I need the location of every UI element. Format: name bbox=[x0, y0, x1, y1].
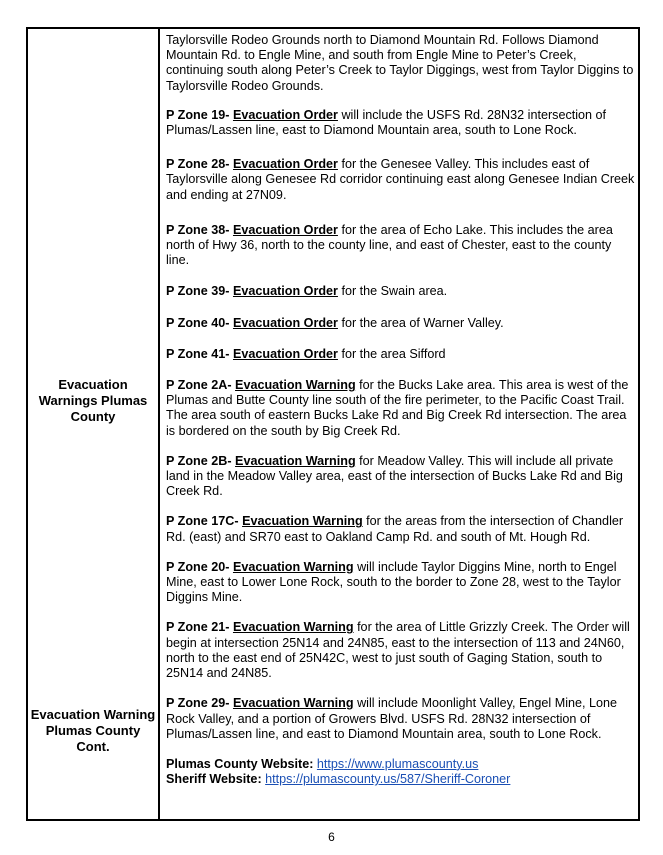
zone-description-column bbox=[166, 31, 636, 787]
section-label-column bbox=[28, 29, 160, 819]
county-website-link[interactable]: https://www.plumascounty.us bbox=[316, 756, 479, 771]
order-type: Evacuation Order bbox=[232, 222, 338, 237]
zone-entry bbox=[166, 347, 636, 362]
zone-entry bbox=[166, 560, 636, 606]
zone-entry bbox=[166, 108, 636, 138]
zone-label: P Zone 40- bbox=[166, 315, 230, 330]
intro-paragraph: Taylorsville Rodeo Grounds north to Diamond Mountain Rd. Follows Diamond Mountain Rd. to Engle Mine, and south from Engle Mine to Peter’s Creek, continuing south along Peter’s Creek to Taylor Diggings, west from Taylor Diggins to Taylorsville Rodeo Grounds. bbox=[166, 33, 634, 93]
sheriff-website-line bbox=[166, 772, 636, 787]
zone-text: for the Genesee Valley. This includes east of Taylorsville along Genesee Rd corridor continuing east along Genesee Indian Creek and ending at 27N09. bbox=[166, 157, 635, 202]
warning-type: Evacuation Warning bbox=[242, 514, 363, 529]
zone-text: will include Moonlight Valley, Engel Mine, Lone Rock Valley, and a portion of Growers Blvd. USFS Rd. 28N32 intersection of Plumas/Lassen line, and east to Diamond Mountain area, south to Lone Rock. bbox=[166, 696, 618, 741]
zone-label: P Zone 19- bbox=[166, 107, 230, 122]
section-label-warnings: Evacuation Warnings Plumas County bbox=[38, 377, 148, 424]
section-label-warning-cont: Evacuation Warning Plumas County Cont. bbox=[30, 707, 156, 754]
warning-type: Evacuation Warning bbox=[235, 378, 356, 393]
zone-label: P Zone 29- bbox=[166, 696, 230, 711]
zone-text: for the area of Echo Lake. This includes the area north of Hwy 36, north to the county line, and east of Chester, east to the county line. bbox=[166, 222, 613, 268]
evacuation-table bbox=[26, 27, 640, 821]
warning-type: Evacuation Warning bbox=[232, 696, 354, 711]
zone-text: for the area of Little Grizzly Creek. The Order will begin at intersection 25N14 and 24N85, east to the intersection of 113 and 24N60, north to the east end of 25N42C, west to just south of Gaging Station, south to 25N14 and 24N85. bbox=[166, 620, 630, 681]
sheriff-website-label: Sheriff Website: bbox=[166, 772, 262, 787]
zone-entry bbox=[166, 157, 636, 203]
zone-label: P Zone 2A- bbox=[166, 378, 232, 393]
zone-label: P Zone 39- bbox=[166, 284, 230, 299]
zone-entry bbox=[166, 696, 636, 742]
sheriff-website-link[interactable]: https://plumascounty.us/587/Sheriff-Coroner bbox=[265, 772, 511, 787]
zone-entry bbox=[166, 284, 636, 299]
order-type: Evacuation Order bbox=[232, 284, 338, 299]
zone-entry bbox=[166, 620, 636, 681]
zone-entry bbox=[166, 514, 636, 544]
zone-text: will include Taylor Diggins Mine, north to Engel Mine, east to Lower Lone Rock, south to the border to Zone 28, west to the Taylor Diggins Mine. bbox=[166, 559, 621, 605]
zone-entry bbox=[166, 378, 636, 439]
warning-type: Evacuation Warning bbox=[235, 453, 356, 468]
county-website-line bbox=[166, 757, 636, 772]
order-type: Evacuation Order bbox=[232, 157, 338, 172]
zone-label: P Zone 17C- bbox=[166, 514, 239, 529]
zone-label: P Zone 2B- bbox=[166, 453, 232, 468]
zone-text: for the Swain area. bbox=[341, 284, 448, 299]
page-number: 6 bbox=[328, 830, 335, 844]
warning-type: Evacuation Warning bbox=[232, 559, 354, 574]
zone-text: will include the USFS Rd. 28N32 intersection of Plumas/Lassen line, east to Diamond Mountain area, south to Lone Rock. bbox=[166, 107, 607, 138]
zone-label: P Zone 38- bbox=[166, 222, 230, 237]
zone-text: for Meadow Valley. This will include all private land in the Meadow Valley area, east of the intersection of Bucks Lake Rd and Big Creek Rd. bbox=[166, 453, 623, 499]
zone-text: for the areas from the intersection of Chandler Rd. (east) and SR70 east to Oakland Camp Rd. and south of Mt. Hough Rd. bbox=[166, 514, 624, 544]
zone-entry bbox=[166, 454, 636, 500]
warning-type: Evacuation Warning bbox=[232, 620, 354, 635]
order-type: Evacuation Order bbox=[232, 315, 338, 330]
county-website-label: Plumas County Website: bbox=[166, 756, 314, 771]
order-type: Evacuation Order bbox=[232, 346, 338, 361]
zone-text: for the area Sifford bbox=[341, 346, 446, 361]
zone-entry bbox=[166, 223, 636, 269]
zone-label: P Zone 41- bbox=[166, 346, 230, 361]
zone-entry bbox=[166, 316, 636, 331]
zone-label: P Zone 28- bbox=[166, 157, 230, 172]
zone-text: for the Bucks Lake area. This area is west of the Plumas and Butte County line south of the fire perimeter, to the Pacific Coast Trail. The area south of eastern Bucks Lake Rd and Big Creek Rd intersection. The area is bordered on the south by Big Creek Rd. bbox=[166, 378, 629, 438]
order-type: Evacuation Order bbox=[232, 107, 338, 122]
zone-text: for the area of Warner Valley. bbox=[341, 315, 504, 330]
zone-label: P Zone 21- bbox=[166, 620, 230, 635]
zone-label: P Zone 20- bbox=[166, 559, 230, 574]
